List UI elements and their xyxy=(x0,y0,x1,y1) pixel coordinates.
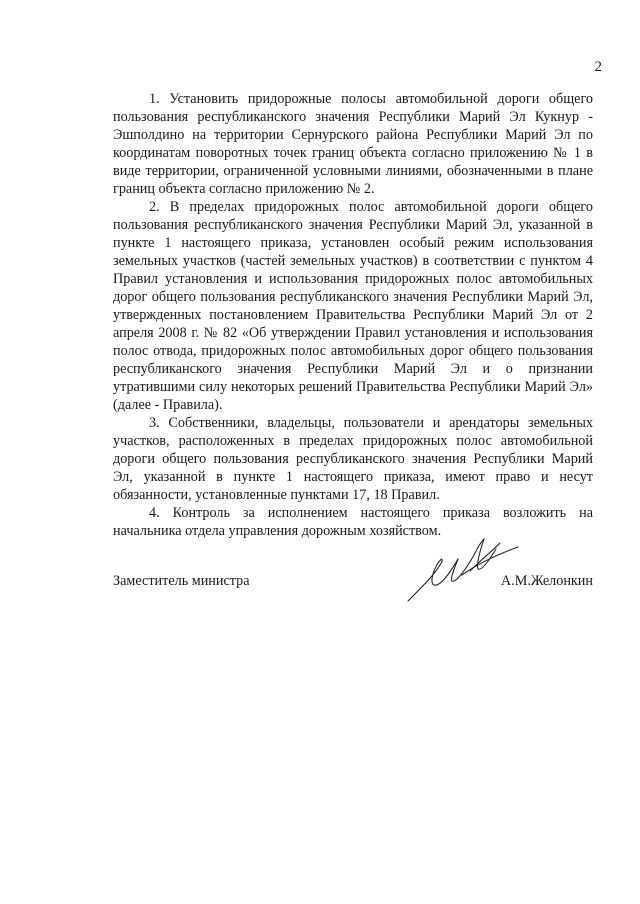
paragraph-2: 2. В пределах придорожных полос автомобильной дороги общего пользования республиканского значения Республики Марий Эл, указанной в пункте 1 настоящего приказа, установлен особый режим использования земельных участков (частей земельных участков) в соответствии с пунктом 4 Правил установления и использования придорожных полос автомобильных дорог общего пользования республиканского значения Республики Марий Эл, утвержденных постановлением Правительства Республики Марий Эл от 2 апреля 2008 г. № 82 «Об утверждении Правил установления и использования полос отвода, придорожных полос автомобильных дорог общего пользования республиканского значения Республики Марий Эл и о признании утратившими силу некоторых решений Правительства Республики Марий Эл» (далее - Правила). xyxy=(113,199,593,413)
signature-block xyxy=(113,570,593,610)
page-number: 2 xyxy=(594,59,602,75)
signer-name: А.М.Желонкин xyxy=(500,573,593,589)
document-body xyxy=(113,90,593,540)
paragraph-3: 3. Собственники, владельцы, пользователи и арендаторы земельных участков, расположенных в пределах придорожных полос автомобильной дороги общего пользования республиканского значения Республики Марий Эл, указанной в пункте 1 настоящего приказа, имеют право и несут обязанности, установленные пунктами 17, 18 Правил. xyxy=(113,415,593,503)
paragraph-4: 4. Контроль за исполнением настоящего приказа возложить на начальника отдела управления дорожным хозяйством. xyxy=(113,505,593,539)
paragraph-1: 1. Установить придорожные полосы автомобильной дороги общего пользования республиканского значения Республики Марий Эл Кукнур - Эшполдино на территории Сернурского района Республики Марий Эл по координатам поворотных точек границ объекта согласно приложению № 1 в виде территории, ограниченной условными линиями, обозначенными в плане границ объекта согласно приложению № 2. xyxy=(113,91,593,197)
signer-position: Заместитель министра xyxy=(113,573,250,589)
